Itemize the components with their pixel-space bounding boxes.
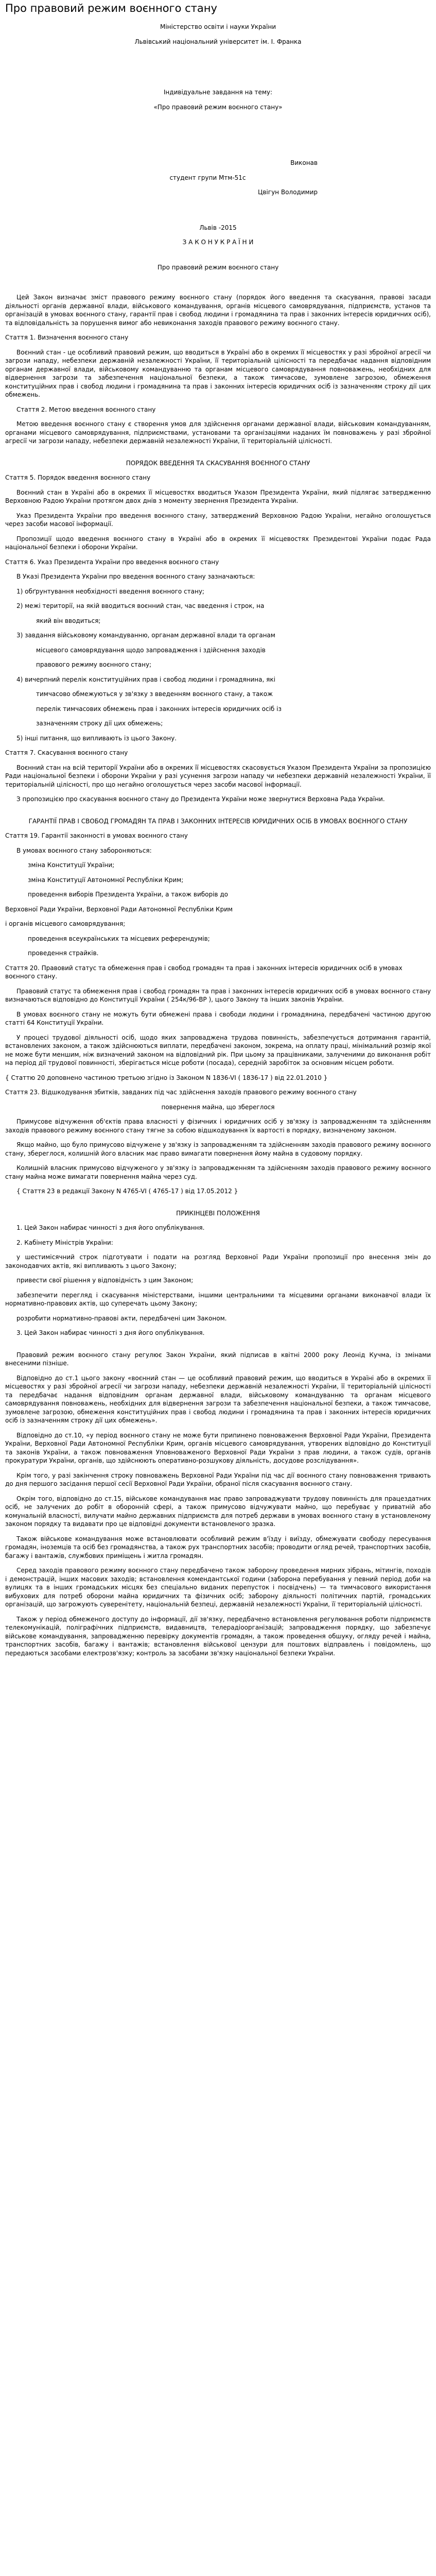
analysis-p7: Серед заходів правового режиму воєнного стану передбачено також заборону проведення мирних зібрань, мітингів, походів і демонстрацій, інших масових заходів; встановлення комендантської години (заборона перебування у певний період доби на вулицях та в інших громадських місцях без спеціально виданих перепусток і посвідчень) — та тимчасового використання вибухових для потреб оборони майна юридичних та фізичних осіб; заборону діяльності політичних партій, громадських організацій, що загрожують суверенітету, національній безпеці, державній незалежності України, її територіальній цілісності. xyxy=(5,1567,431,1608)
final-2: 2. Кабінету Міністрів України: xyxy=(16,1239,113,1246)
article-5-p1: Воєнний стан в Україні або в окремих її місцевостях вводиться Указом Президента України, який підлягає затвердженню Верховною Радою України протягом двох днів з моменту звернення Президента України. xyxy=(5,488,431,504)
law-title: Про правовий режим воєнного стану xyxy=(157,263,279,271)
university-line: Львівський національний університет ім. І. Франка xyxy=(134,38,302,45)
article-1-title: Стаття 1. Визначення воєнного стану xyxy=(5,334,129,341)
article-19-item-3-cont: Верховної Ради України, Верховної Ради Автономної Республіки Крим xyxy=(5,905,233,913)
article-5-p2: Указ Президента України про введення воєнного стану, затверджений Верховною Радою України, негайно оголошується через засоби масової інформації. xyxy=(5,512,431,528)
article-7-p1: Воєнний стан на всій території України або в окремих її місцевостях скасовується Указом Президента України за пропозицією Ради національної безпеки і оборони України у разі усунення загрози нападу чи небезпеки державній незалежності України, її територіальній цілісності, про що негайно оголошується через засоби масової інформації. xyxy=(5,764,431,788)
article-20-p2: В умовах воєнного стану не можуть бути обмежені права і свободи людини і громадянина, передбачені частиною другою статті 64 Конституції України. xyxy=(5,1010,431,1026)
preamble: Цей Закон визначає зміст правового режиму воєнного стану (порядок його введення та скасування, правові засади діяльності органів державної влади, військового командування, органів місцевого самоврядування, підприємств, установ та організацій в умовах воєнного стану, гарантії прав і свобод людини і громадянина та прав і законних інтересів юридичних осіб), та відповідальність за порушення вимог або невиконання заходів правового режиму воєнного стану. xyxy=(5,294,431,327)
article-6-item-4-cont2: перелік тимчасових обмежень прав і законних інтересів юридичних осіб із xyxy=(36,705,282,713)
analysis-p6: Також військове командування може встановлювати особливий режим в'їзду і виїзду, обмежувати свободу пересування громадян, іноземців та осіб без громадянства, а також рух транспортних засобів; проводити огляд речей, транспортних засобів, багажу і вантажів, службових приміщень і житла громадян. xyxy=(5,1535,431,1560)
article-19-intro: В умовах воєнного стану забороняються: xyxy=(16,846,152,854)
article-23-title: Стаття 23. Відшкодування збитків, завданих під час здійснення заходів правового режиму воєнного стану xyxy=(5,1089,357,1096)
article-6-item-2-cont: який він вводиться; xyxy=(36,617,101,624)
article-20-p1: Правовий статус та обмеження прав і свобод громадян та прав і законних інтересів юридичних осіб в умовах воєнного стану визначаються відповідно до Конституції України ( 254к/96-ВР ), цього Закону та інших законів України. xyxy=(5,987,431,1003)
law-heading: З А К О Н У К Р А Ї Н И xyxy=(182,239,254,246)
article-2-title: Стаття 2. Метою введення воєнного стану xyxy=(16,405,156,413)
final-heading: ПРИКІНЦЕВІ ПОЛОЖЕННЯ xyxy=(176,1209,260,1217)
article-6-item-3-cont: місцевого самоврядування щодо запровадження і здійснення заходів xyxy=(36,646,266,654)
student-name: Цвігун Володимир xyxy=(258,189,318,196)
article-6-item-3: 3) завдання військовому командуванню, органам державної влади та органам xyxy=(16,632,275,639)
article-6-item-5: 5) інші питання, що випливають із цього Закону. xyxy=(16,734,177,742)
article-19-item-2: зміна Конституції Автономної Республіки Крим; xyxy=(28,876,184,884)
article-6-title: Стаття 6. Указ Президента України про введення воєнного стану xyxy=(5,558,219,566)
final-3: 3. Цей Закон набирає чинності з дня його опублікування. xyxy=(16,1329,205,1336)
analysis-p5: Окрім того, відповідно до ст.15, військове командування має право запроваджувати трудову повинність для працездатних осіб, не залучених до робіт в оборонній сфері, а також примусово відчужувати майно, що перебуває у приватній або комунальній власності, вилучати майно державних підприємств для потреб держави в умовах воєнного стану в установленому законом порядку та видавати про це відповідні документи встановленого зразка. xyxy=(5,1495,431,1528)
article-19-item-1: зміна Конституції України; xyxy=(28,861,115,869)
final-2-p3: забезпечити перегляд і скасування міністерствами, іншими центральними та місцевими органами виконавчої влади їх нормативно-правових актів, що суперечать цьому Закону; xyxy=(5,1291,431,1307)
article-19-item-4: проведення всеукраїнських та місцевих референдумів; xyxy=(28,935,210,942)
analysis-p2: Відповідно до ст.1 цього закону «воєнний стан — це особливий правовий режим, що вводиться в Україні або в окремих її місцевостях у разі збройної агресії чи загрози нападу, небезпеки державній незалежності України, її територіальній цілісності та передбачає надання відповідним органам державної влади, військовому командуванню та органам місцевого самоврядування повноважень, необхідних для відвернення загрози та забезпечення національної безпеки, а також тимчасове, зумовлене загрозою, обмеження конституційних прав і свобод людини і громадянина та прав і законних інтересів юридичних осіб із зазначенням строку дії цих обмежень». xyxy=(5,1374,431,1424)
ministry-line: Міністерство освіти і науки України xyxy=(160,23,276,30)
article-20-p3: У процесі трудової діяльності осіб, щодо яких запроваджена трудова повинність, забезпечується дотримання гарантій, встановлених законом, а також здійснюються виплати, передбачені законом, зокрема, на оплату праці, мінімальний розмір якої не може бути меншим, ніж визначений законом на відповідний рік. При цьому за працівниками, залученими до виконання робіт на період дії трудової повинності, зберігається місце роботи (посада), середній заробіток за основним місцем роботи. xyxy=(5,1033,431,1066)
article-6-item-1: 1) обґрунтування необхідності введення воєнного стану; xyxy=(16,587,204,595)
analysis-p3: Відповідно до ст.10, «у період воєнного стану не може бути припинено повноваження Верховної Ради України, Президента України, Верховної Ради Автономної Республіки Крим, органів місцевого самоврядування, утворених відповідно до Конституції та законів України, а також повноваження Уповноваженого Верховної Ради України з прав людини, а також судів, органів прокуратури України, органів, що здійснюють оперативно-розшукову діяльність, досудове розслідування». xyxy=(5,1431,431,1464)
article-6-item-2: 2) межі території, на якій вводиться воєнний стан, час введення і строк, на xyxy=(16,602,265,609)
final-2-p2: привести свої рішення у відповідність з цим Законом; xyxy=(16,1277,194,1284)
chapter-3-heading: ГАРАНТІЇ ПРАВ І СВОБОД ГРОМАДЯН ТА ПРАВ І ЗАКОННИХ ІНТЕРЕСІВ ЮРИДИЧНИХ ОСІБ В УМОВАХ ВОЄННОГО СТАНУ xyxy=(28,817,408,825)
article-23-note: { Стаття 23 в редакції Закону N 4765-VI ( 4765-17 ) від 17.05.2012 } xyxy=(16,1188,238,1195)
document-body xyxy=(5,23,431,1664)
article-6-item-4-cont: тимчасово обмежуються у зв'язку з введенням воєнного стану, а також xyxy=(36,690,273,698)
analysis-p4: Крім того, у разі закінчення строку повноважень Верховної Ради України під час дії воєнного стану повноваження тривають до дня першого засідання першої сесії Верховної Ради України, обраної після скасування воєнного стану. xyxy=(5,1471,431,1487)
task-label: Індивідуальне завдання на тему: xyxy=(163,89,273,96)
article-19-title: Стаття 19. Гарантії законності в умовах воєнного стану xyxy=(5,832,188,839)
article-7-title: Стаття 7. Скасування воєнного стану xyxy=(5,749,128,756)
article-5-p3: Пропозиції щодо введення воєнного стану в Україні або в окремих її місцевостях Президентові України подає Рада національної безпеки і оборони України. xyxy=(5,535,431,551)
article-19-item-5: проведення страйків. xyxy=(28,950,99,957)
chapter-2-heading: ПОРЯДОК ВВЕДЕННЯ ТА СКАСУВАННЯ ВОЄННОГО СТАНУ xyxy=(126,459,310,467)
analysis-p1: Правовий режим воєнного стану регулює Закон України, який підписав в квітні 2000 року Леонід Кучма, із змінами внесеними пізніше. xyxy=(5,1351,431,1367)
final-2-p4: розробити нормативно-правові акти, передбачені цим Законом. xyxy=(16,1314,227,1322)
article-19-item-3: проведення виборів Президента України, а також виборів до xyxy=(28,891,228,898)
article-23-p1: Примусове відчуження об'єктів права власності у фізичних і юридичних осіб у зв'язку із запровадженням та здійсненням заходів правового режиму воєнного стану тягне за собою відшкодування їх вартості в порядку, визначеному законом. xyxy=(5,1118,431,1134)
article-7-p2: З пропозицією про скасування воєнного стану до Президента України може звернутися Верховна Рада України. xyxy=(16,795,385,803)
city-year: Львів -2015 xyxy=(199,224,237,231)
article-20-note: { Статтю 20 доповнено частиною третьою згідно із Законом N 1836-VI ( 1836-17 ) від 22.01.2010 } xyxy=(5,1074,328,1081)
task-topic: «Про правовий режим воєнного стану» xyxy=(153,103,283,111)
article-23-p2: Якщо майно, що було примусово відчужене у зв'язку із запровадженням та здійсненням заходів правового режиму воєнного стану, збереглося, колишній його власник має право вимагати повернення йому майна в судовому порядку. xyxy=(5,1141,431,1157)
article-6-item-3-cont2: правового режиму воєнного стану; xyxy=(36,661,152,668)
analysis-p8: Також у період обмеженого доступу до інформації, дії зв'язку, передбачено встановлення регулювання роботи підприємств телекомунікацій, поліграфічних підприємств, видавництв, телерадіоорганізацій; запровадження порядку, що забезпечує військове командування, запровадженню перевірку документів громадян, а також проведення обшуку, огляду речей і майна, транспортних засобів, багажу і вантажів; встановлення військової цензури для поштових відправлень і повідомлень, що передаються засобами електрозв'язку; контроль за засобами зв'язку національної безпеки України. xyxy=(5,1615,431,1657)
final-1: 1. Цей Закон набирає чинності з дня його опублікування. xyxy=(16,1224,205,1231)
article-6-intro: В Указі Президента України про введення воєнного стану зазначаються: xyxy=(16,573,255,580)
article-5-title: Стаття 5. Порядок введення воєнного стану xyxy=(5,474,151,481)
article-6-item-4: 4) вичерпний перелік конституційних прав і свобод людини і громадянина, які xyxy=(16,675,275,683)
article-6-item-4-cont3: зазначенням строку дії цих обмежень; xyxy=(36,720,163,727)
article-19-item-3-cont2: і органів місцевого самоврядування; xyxy=(5,920,126,927)
article-1-text: Воєнний стан - це особливий правовий режим, що вводиться в Україні або в окремих її місцевостях у разі збройної агресії чи загрози нападу, небезпеки державній незалежності України, її територіальній цілісності та передбачає надання відповідним органам державної влади, військовому командуванню та органам місцевого самоврядування повноважень, необхідних для відвернення загрози та забезпечення національної безпеки, а також тимчасове, зумовлене загрозою, обмеження конституційних прав і свобод людини і громадянина та прав і законних інтересів юридичних осіб із зазначенням строку дії цих обмежень. xyxy=(5,348,431,398)
performed-label: Виконав xyxy=(290,159,318,166)
article-20-title: Стаття 20. Правовий статус та обмеження прав і свобод громадян та прав і законних інтересів юридичних осіб в умовах воєнного стану. xyxy=(5,964,403,980)
page-title: Про правовий режим воєнного стану xyxy=(5,2,217,14)
student-label: студент групи Мтм-51с xyxy=(169,174,246,181)
article-2-text: Метою введення воєнного стану є створення умов для здійснення органами державної влади, військовим командуванням, органами місцевого самоврядування, підприємствами, установами та організаціями наданих їм повноважень у разі збройної агресії чи загрози нападу, небезпеки державній незалежності України, її територіальній цілісності. xyxy=(5,420,431,445)
article-23-heading: повернення майна, що збереглося xyxy=(161,1103,275,1111)
final-2-p1: у шестимісячний строк підготувати і подати на розгляд Верховної Ради України пропозиції про внесення змін до законодавчих актів, які випливають з цього Закону; xyxy=(5,1253,431,1269)
article-23-p3: Колишній власник примусово відчуженого у зв'язку із запровадженням та здійсненням заходів правового режиму воєнного стану майна може вимагати повернення майна через суд. xyxy=(5,1164,431,1180)
